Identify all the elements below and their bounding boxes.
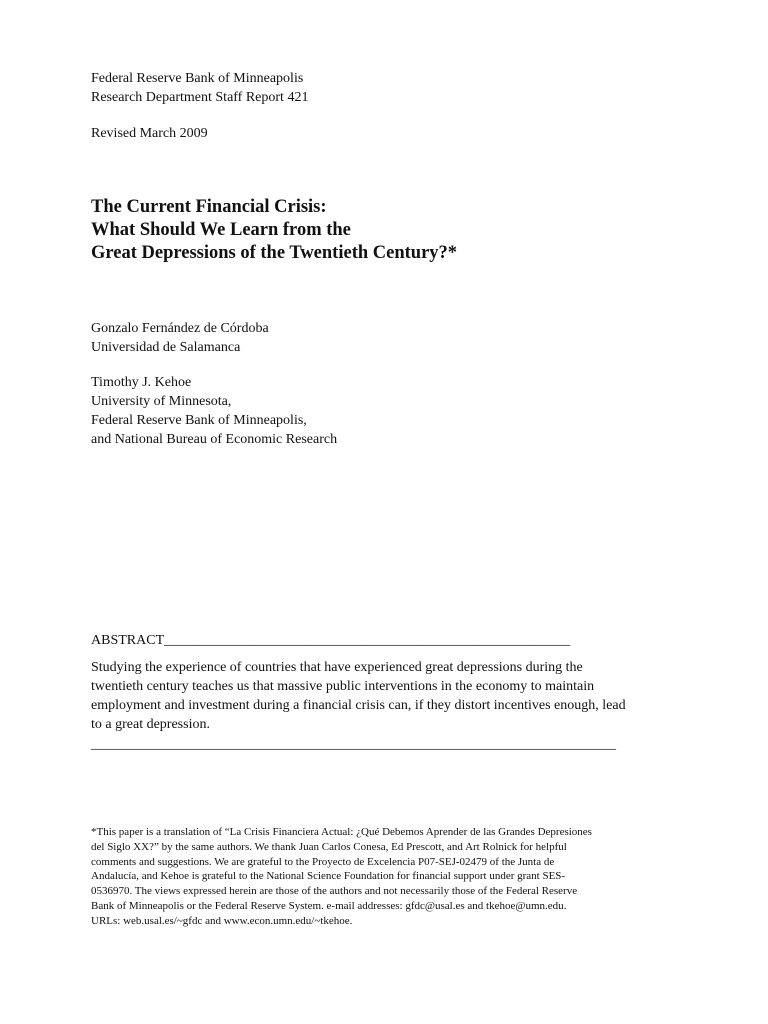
footnote-line: Bank of Minneapolis or the Federal Reserve System. e-mail addresses: gfdc@usal.es and tkehoe@umn.edu. xyxy=(91,899,567,912)
author-affiliation: University of Minnesota, xyxy=(91,394,232,409)
author-name: Timothy J. Kehoe xyxy=(91,375,192,390)
footnote-line: URLs: web.usal.es/~gfdc and www.econ.umn.edu/~tkehoe. xyxy=(91,914,353,927)
institution-header xyxy=(91,69,308,107)
institution-name: Federal Reserve Bank of Minneapolis xyxy=(91,71,304,86)
paper-title xyxy=(91,196,457,265)
footnote-line: del Siglo XX?” by the same authors. We thank Juan Carlos Conesa, Ed Prescott, and Art Rolnick for helpful xyxy=(91,840,567,853)
footnote-line: comments and suggestions. We are grateful to the Proyecto de Excelencia P07-SEJ-02479 of the Junta de xyxy=(91,855,555,868)
author-name: Gonzalo Fernández de Córdoba xyxy=(91,321,269,336)
abstract-line: employment and investment during a financial crisis can, if they distort incentives enough, lead xyxy=(91,698,626,713)
footnote-line: *This paper is a translation of “La Crisis Financiera Actual: ¿Qué Debemos Aprender de las Grandes Depresiones xyxy=(91,826,592,838)
paper-title-line-3: Great Depressions of the Twentieth Century?* xyxy=(91,243,458,263)
abstract-body xyxy=(91,658,691,734)
revision-date-text: Revised March 2009 xyxy=(91,126,208,141)
author-affiliation: and National Bureau of Economic Research xyxy=(91,432,338,447)
report-number: Research Department Staff Report 421 xyxy=(91,90,309,105)
author-block-1 xyxy=(91,319,269,357)
abstract-heading: ABSTRACT__________________________________________________________ xyxy=(91,633,571,648)
author-affiliation: Federal Reserve Bank of Minneapolis, xyxy=(91,413,307,428)
paper-title-line-2: What Should We Learn from the xyxy=(91,220,351,240)
author-affiliation: Universidad de Salamanca xyxy=(91,340,241,355)
abstract-line: to a great depression. xyxy=(91,717,210,732)
footnote-line: Andalucía, and Kehoe is grateful to the National Science Foundation for financial support under grant SES- xyxy=(91,870,566,883)
author-block-2 xyxy=(91,373,337,449)
paper-title-line-1: The Current Financial Crisis: xyxy=(91,197,327,217)
footnote xyxy=(91,825,691,929)
abstract-rule: ___________________________________________________________________________ xyxy=(91,737,616,752)
footnote-line: 0536970. The views expressed herein are those of the authors and not necessarily those of the Federal Reserve xyxy=(91,885,578,898)
abstract-line: Studying the experience of countries that have experienced great depressions during the xyxy=(91,660,583,675)
abstract-line: twentieth century teaches us that massive public interventions in the economy to maintain xyxy=(91,679,595,694)
revision-date xyxy=(91,124,208,143)
